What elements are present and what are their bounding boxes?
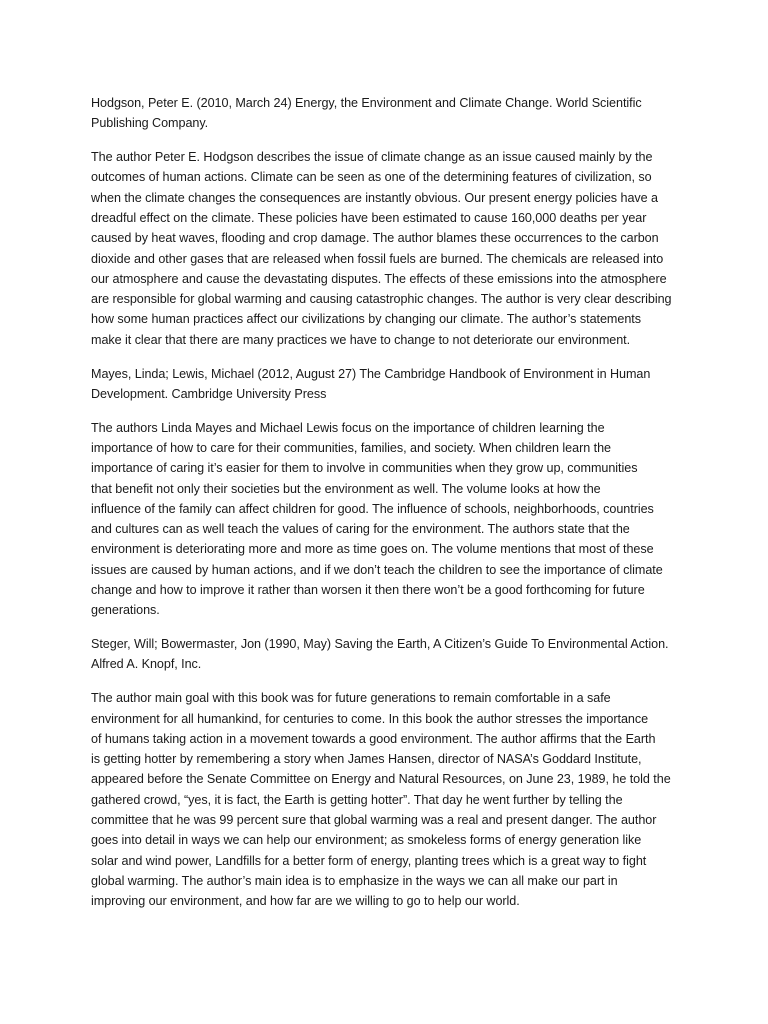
citation-hodgson: Hodgson, Peter E. (2010, March 24) Energy, the Environment and Climate Change. World Scientific Publishing Company. [91,96,642,131]
citation-mayes-lewis: Mayes, Linda; Lewis, Michael (2012, August 27) The Cambridge Handbook of Environment in Human Development. Cambridge University Press [91,366,651,401]
summary-hodgson: The author Peter E. Hodgson describes the issue of climate change as an issue caused mainly by the outcomes of human actions. Climate can be seen as one of the determining features of civilization, so when the climate changes the consequences are instantly obvious. Our present energy policies have a dreadful effect on the climate. These policies have been estimated to cause 160,000 deaths per year caused by heat waves, flooding and crop damage. The author blames these occurrences to the carbon dioxide and other gases that are released when fossil fuels are burned. The chemicals are released into our atmosphere and cause the devastating disputes. The effects of these emissions into the atmosphere are responsible for global warming and causing catastrophic changes. The author is very clear describing how some human practices affect our civilizations by changing our climate. The author’s statements make it clear that there are many practices we have to change to not deteriorate our environment. [91,150,672,347]
summary-mayes-lewis: The authors Linda Mayes and Michael Lewis focus on the importance of children learning the importance of how to care for their communities, families, and society. When children learn the importance of caring it’s easier for them to involve in communities when they grow up, communities that benefit not only their societies but the environment as well. The volume looks at how the influence of the family can affect children for good. The influence of schools, neighborhoods, countries and cultures can as well teach the values of caring for the environment. The authors state that the environment is deteriorating more and more as time goes on. The volume mentions that most of these issues are caused by human actions, and if we don’t teach the children to see the importance of climate change and how to improve it rather than worsen it then there won’t be a good forthcoming for future generations. [91,420,663,618]
document-body [91,93,691,925]
summary-steger-bowermaster: The author main goal with this book was for future generations to remain comfortable in a safe environment for all humankind, for centuries to come. In this book the author stresses the importance of humans taking action in a movement towards a good environment. The author affirms that the Earth is getting hotter by remembering a story when James Hansen, director of NASA’s Goddard Institute, appeared before the Senate Committee on Energy and Natural Resources, on June 23, 1989, he told the gathered crowd, “yes, it is fact, the Earth is getting hotter”. That day he went further by telling the committee that he was 99 percent sure that global warming was a real and present danger. The author goes into detail in ways we can help our environment; as smokeless forms of energy generation like solar and wind power, Landfills for a better form of energy, planting trees which is a great way to fight global warming. The author’s main idea is to emphasize in the ways we can all make our part in improving our environment, and how far are we willing to go to help our world. [91,691,671,909]
citation-steger-bowermaster: Steger, Will; Bowermaster, Jon (1990, May) Saving the Earth, A Citizen’s Guide To Environmental Action. Alfred A. Knopf, Inc. [91,637,669,672]
